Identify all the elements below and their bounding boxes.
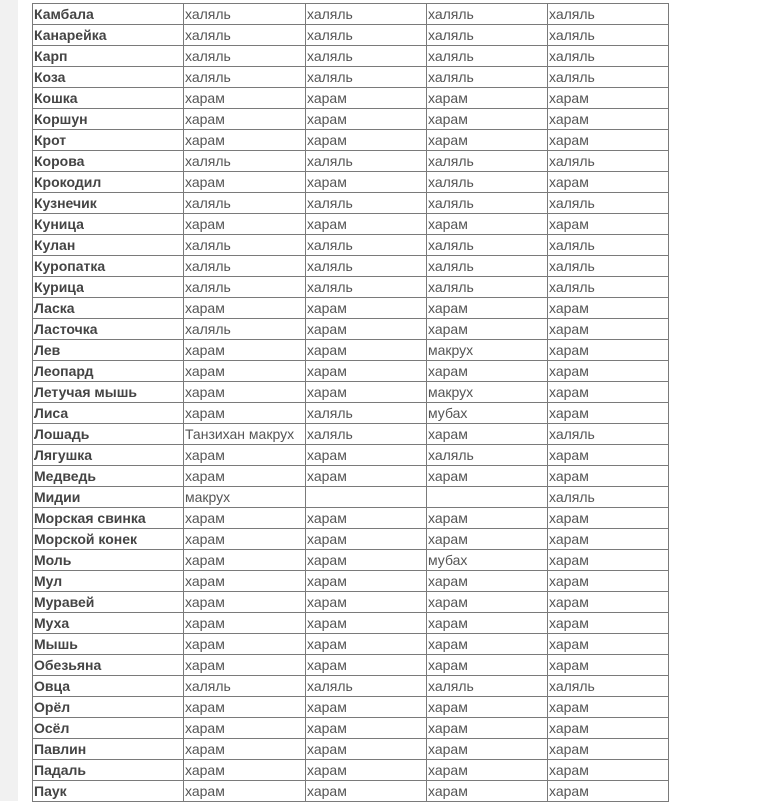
ruling-cell: харам — [184, 655, 306, 676]
ruling-cell: харам — [548, 508, 669, 529]
animal-name-cell: Крот — [33, 130, 184, 151]
animal-name-cell: Корова — [33, 151, 184, 172]
table-row — [33, 109, 669, 130]
ruling-cell: харам — [184, 130, 306, 151]
ruling-cell: харам — [306, 739, 427, 760]
animal-name-cell: Падаль — [33, 760, 184, 781]
ruling-cell: халяль — [184, 67, 306, 88]
ruling-cell: халяль — [548, 151, 669, 172]
ruling-cell: халяль — [184, 235, 306, 256]
table-row — [33, 655, 669, 676]
left-margin-strip — [0, 0, 18, 801]
table-row — [33, 424, 669, 445]
ruling-cell: халяль — [306, 256, 427, 277]
ruling-cell: халяль — [306, 424, 427, 445]
ruling-cell: харам — [548, 130, 669, 151]
ruling-cell: харам — [184, 739, 306, 760]
ruling-cell: харам — [548, 739, 669, 760]
ruling-cell: харам — [427, 361, 548, 382]
table-row — [33, 130, 669, 151]
animal-name-cell: Лягушка — [33, 445, 184, 466]
ruling-cell: халяль — [306, 403, 427, 424]
ruling-cell: харам — [306, 88, 427, 109]
ruling-cell: харам — [548, 718, 669, 739]
ruling-cell: халяль — [548, 277, 669, 298]
ruling-cell: халяль — [184, 676, 306, 697]
ruling-cell: харам — [548, 550, 669, 571]
animal-name-cell: Паук — [33, 781, 184, 802]
ruling-cell: харам — [184, 214, 306, 235]
ruling-cell: халяль — [184, 256, 306, 277]
table-row — [33, 676, 669, 697]
ruling-cell: харам — [548, 592, 669, 613]
animal-name-cell: Карп — [33, 46, 184, 67]
table-row — [33, 298, 669, 319]
ruling-cell: харам — [548, 298, 669, 319]
ruling-cell: халяль — [306, 4, 427, 25]
ruling-cell: халяль — [427, 172, 548, 193]
animal-name-cell: Медведь — [33, 466, 184, 487]
ruling-cell — [427, 487, 548, 508]
ruling-cell: халяль — [548, 256, 669, 277]
animal-name-cell: Ласка — [33, 298, 184, 319]
ruling-cell: халяль — [306, 67, 427, 88]
ruling-cell: харам — [306, 655, 427, 676]
ruling-cell: харам — [306, 781, 427, 802]
ruling-cell: харам — [427, 697, 548, 718]
ruling-cell: харам — [306, 550, 427, 571]
ruling-cell: халяль — [427, 46, 548, 67]
table-row — [33, 445, 669, 466]
ruling-cell: халяль — [184, 193, 306, 214]
ruling-cell: мубах — [427, 403, 548, 424]
ruling-cell: халяль — [427, 151, 548, 172]
ruling-cell — [306, 487, 427, 508]
ruling-cell: харам — [427, 109, 548, 130]
animal-name-cell: Лошадь — [33, 424, 184, 445]
ruling-cell: халяль — [306, 676, 427, 697]
table-row — [33, 67, 669, 88]
ruling-cell: харам — [306, 130, 427, 151]
table-row — [33, 403, 669, 424]
ruling-cell: халяль — [427, 235, 548, 256]
table-row — [33, 193, 669, 214]
ruling-cell: халяль — [548, 25, 669, 46]
ruling-cell: харам — [548, 655, 669, 676]
animal-name-cell: Кошка — [33, 88, 184, 109]
table-row — [33, 340, 669, 361]
ruling-cell: харам — [306, 613, 427, 634]
ruling-cell: макрух — [427, 382, 548, 403]
ruling-cell: мубах — [427, 550, 548, 571]
ruling-cell: харам — [427, 529, 548, 550]
ruling-cell: харам — [427, 319, 548, 340]
ruling-cell: харам — [427, 760, 548, 781]
animal-name-cell: Леопард — [33, 361, 184, 382]
table-row — [33, 172, 669, 193]
ruling-cell: харам — [306, 571, 427, 592]
table-row — [33, 214, 669, 235]
ruling-cell: харам — [427, 130, 548, 151]
ruling-cell: халяль — [548, 235, 669, 256]
ruling-cell: харам — [548, 634, 669, 655]
ruling-cell: харам — [184, 382, 306, 403]
ruling-cell: харам — [184, 445, 306, 466]
table-row — [33, 739, 669, 760]
ruling-cell: харам — [427, 571, 548, 592]
ruling-cell: харам — [184, 760, 306, 781]
ruling-cell: халяль — [548, 676, 669, 697]
ruling-cell: харам — [306, 697, 427, 718]
animal-name-cell: Мул — [33, 571, 184, 592]
ruling-cell: харам — [427, 781, 548, 802]
ruling-cell: харам — [548, 319, 669, 340]
ruling-cell: харам — [548, 361, 669, 382]
animal-name-cell: Овца — [33, 676, 184, 697]
ruling-cell: харам — [427, 298, 548, 319]
ruling-cell: харам — [427, 634, 548, 655]
ruling-cell: харам — [306, 445, 427, 466]
ruling-cell: халяль — [427, 4, 548, 25]
ruling-cell: халяль — [427, 256, 548, 277]
animal-name-cell: Куница — [33, 214, 184, 235]
ruling-cell: халяль — [548, 4, 669, 25]
ruling-cell: харам — [548, 403, 669, 424]
ruling-cell: харам — [184, 613, 306, 634]
ruling-cell: халяль — [427, 67, 548, 88]
table-row — [33, 319, 669, 340]
table-row — [33, 592, 669, 613]
table-row — [33, 235, 669, 256]
ruling-cell: харам — [306, 634, 427, 655]
animal-name-cell: Летучая мышь — [33, 382, 184, 403]
table-row — [33, 508, 669, 529]
animal-name-cell: Морская свинка — [33, 508, 184, 529]
ruling-cell: халяль — [306, 46, 427, 67]
table-row — [33, 46, 669, 67]
animal-name-cell: Лиса — [33, 403, 184, 424]
ruling-cell: харам — [184, 403, 306, 424]
animal-name-cell: Мышь — [33, 634, 184, 655]
animal-name-cell: Курица — [33, 277, 184, 298]
ruling-cell: харам — [306, 319, 427, 340]
table-row — [33, 151, 669, 172]
animal-name-cell: Муха — [33, 613, 184, 634]
ruling-cell: харам — [427, 655, 548, 676]
ruling-cell: макрух — [184, 487, 306, 508]
ruling-cell: харам — [548, 340, 669, 361]
ruling-cell: халяль — [184, 4, 306, 25]
ruling-cell: халяль — [184, 319, 306, 340]
table-row — [33, 613, 669, 634]
table-row — [33, 529, 669, 550]
table-row — [33, 277, 669, 298]
table-row — [33, 781, 669, 802]
animal-name-cell: Коза — [33, 67, 184, 88]
ruling-cell: харам — [548, 613, 669, 634]
table-row — [33, 256, 669, 277]
animal-name-cell: Павлин — [33, 739, 184, 760]
ruling-cell: харам — [548, 445, 669, 466]
ruling-cell: халяль — [184, 277, 306, 298]
animals-halal-table — [32, 3, 669, 802]
ruling-cell: харам — [184, 109, 306, 130]
animal-name-cell: Куропатка — [33, 256, 184, 277]
table-row — [33, 634, 669, 655]
table-row — [33, 697, 669, 718]
ruling-cell: халяль — [306, 193, 427, 214]
ruling-cell: харам — [306, 298, 427, 319]
ruling-cell: харам — [184, 592, 306, 613]
animal-name-cell: Морской конек — [33, 529, 184, 550]
table-row — [33, 466, 669, 487]
ruling-cell: халяль — [548, 193, 669, 214]
ruling-cell: харам — [306, 718, 427, 739]
ruling-cell: харам — [427, 508, 548, 529]
animal-name-cell: Ласточка — [33, 319, 184, 340]
ruling-cell: халяль — [427, 277, 548, 298]
ruling-cell: харам — [548, 172, 669, 193]
ruling-cell: халяль — [427, 445, 548, 466]
ruling-cell: халяль — [427, 25, 548, 46]
ruling-cell: халяль — [184, 25, 306, 46]
animal-name-cell: Орёл — [33, 697, 184, 718]
animal-name-cell: Камбала — [33, 4, 184, 25]
ruling-cell: харам — [184, 466, 306, 487]
animal-name-cell: Моль — [33, 550, 184, 571]
ruling-cell: харам — [184, 508, 306, 529]
animal-name-cell: Коршун — [33, 109, 184, 130]
ruling-cell: харам — [184, 88, 306, 109]
ruling-cell: харам — [548, 109, 669, 130]
ruling-cell: харам — [548, 529, 669, 550]
table-row — [33, 718, 669, 739]
ruling-cell: халяль — [306, 25, 427, 46]
ruling-cell: харам — [548, 88, 669, 109]
table-row — [33, 760, 669, 781]
ruling-cell: харам — [548, 571, 669, 592]
ruling-cell: халяль — [306, 277, 427, 298]
ruling-cell: харам — [306, 214, 427, 235]
ruling-cell: харам — [184, 529, 306, 550]
ruling-cell: харам — [306, 382, 427, 403]
animal-name-cell: Канарейка — [33, 25, 184, 46]
ruling-cell: халяль — [548, 424, 669, 445]
ruling-cell: харам — [306, 592, 427, 613]
ruling-cell: харам — [306, 466, 427, 487]
ruling-cell: харам — [427, 88, 548, 109]
ruling-cell: халяль — [306, 235, 427, 256]
ruling-cell: харам — [184, 550, 306, 571]
ruling-cell: халяль — [548, 487, 669, 508]
ruling-cell: Танзихан макрух — [184, 424, 306, 445]
ruling-cell: харам — [184, 361, 306, 382]
ruling-cell: харам — [184, 571, 306, 592]
ruling-cell: халяль — [184, 46, 306, 67]
ruling-cell: харам — [306, 340, 427, 361]
ruling-cell: харам — [548, 781, 669, 802]
ruling-cell: харам — [427, 613, 548, 634]
ruling-cell: халяль — [548, 46, 669, 67]
ruling-cell: харам — [427, 214, 548, 235]
ruling-cell: харам — [306, 529, 427, 550]
ruling-cell: харам — [427, 424, 548, 445]
ruling-cell: харам — [184, 172, 306, 193]
ruling-cell: харам — [306, 508, 427, 529]
ruling-cell: макрух — [427, 340, 548, 361]
ruling-cell: харам — [306, 172, 427, 193]
ruling-cell: харам — [184, 718, 306, 739]
table-row — [33, 487, 669, 508]
ruling-cell: харам — [548, 760, 669, 781]
ruling-cell: халяль — [184, 151, 306, 172]
ruling-cell: харам — [184, 697, 306, 718]
animal-name-cell: Обезьяна — [33, 655, 184, 676]
ruling-cell: халяль — [427, 676, 548, 697]
table-row — [33, 25, 669, 46]
animal-name-cell: Муравей — [33, 592, 184, 613]
ruling-cell: харам — [184, 340, 306, 361]
table-row — [33, 361, 669, 382]
ruling-cell: халяль — [427, 193, 548, 214]
ruling-cell: халяль — [306, 151, 427, 172]
ruling-cell: харам — [184, 298, 306, 319]
ruling-cell: харам — [548, 697, 669, 718]
ruling-cell: харам — [427, 739, 548, 760]
table-row — [33, 550, 669, 571]
ruling-cell: харам — [548, 382, 669, 403]
ruling-cell: харам — [427, 466, 548, 487]
ruling-cell: халяль — [548, 67, 669, 88]
ruling-cell: харам — [184, 781, 306, 802]
table-row — [33, 88, 669, 109]
ruling-cell: харам — [427, 718, 548, 739]
ruling-cell: харам — [306, 760, 427, 781]
animal-name-cell: Осёл — [33, 718, 184, 739]
ruling-cell: харам — [306, 109, 427, 130]
ruling-cell: харам — [548, 214, 669, 235]
table-row — [33, 4, 669, 25]
animal-name-cell: Кузнечик — [33, 193, 184, 214]
ruling-cell: харам — [427, 592, 548, 613]
ruling-cell: харам — [184, 634, 306, 655]
ruling-cell: харам — [548, 466, 669, 487]
ruling-cell: харам — [306, 361, 427, 382]
animal-name-cell: Кулан — [33, 235, 184, 256]
animal-name-cell: Лев — [33, 340, 184, 361]
animal-name-cell: Крокодил — [33, 172, 184, 193]
table-row — [33, 382, 669, 403]
animal-name-cell: Мидии — [33, 487, 184, 508]
table-row — [33, 571, 669, 592]
